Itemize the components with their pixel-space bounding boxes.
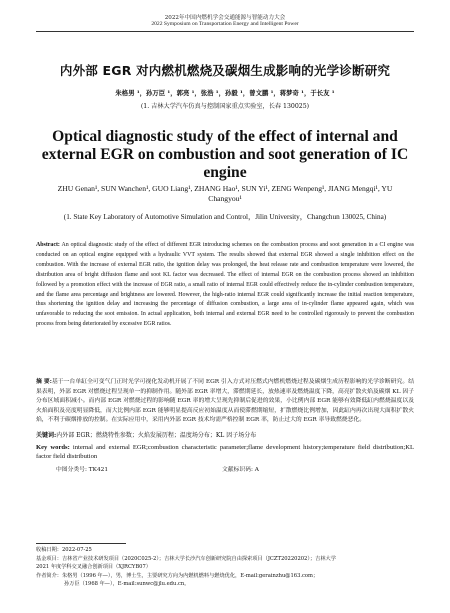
abstract-cn <box>36 378 414 426</box>
header-rule <box>36 31 414 32</box>
abstract-en-label: Abstract: <box>36 242 60 248</box>
footnote-fund-1: 基金项目：吉林省产业技术研发项目（2020C025-2）；吉林大学长沙汽车创新研究院自由探索项目（JCZT20220202）；吉林大学 <box>36 555 336 562</box>
affiliation-en: (1. State Key Laboratory of Automotive Simulation and Control，Jilin University，Changchun 130025, China) <box>63 213 387 221</box>
footnote-rule <box>36 543 126 544</box>
title-cn: 内外部 EGR 对内燃机燃烧及碳烟生成影响的光学诊断研究 <box>59 63 391 78</box>
keywords-en <box>36 443 414 461</box>
keywords-cn-text: 内外部 EGR；燃烧特性参数；火焰发展历程；温度场分布；KL 因子场分布 <box>56 432 257 439</box>
footnote-author-1: 作者简介：朱格男（1996 年—），男，博士生，主要研究方向为内燃机燃料与燃烧优化，E-mail:gerainzhu@163.com； <box>36 572 319 579</box>
classification-number: 中图分类号: TK421 <box>56 467 109 473</box>
keywords-cn <box>36 431 414 440</box>
conference-name-cn: 2022年中国内燃机学会交通能源与智能动力大会 <box>164 15 286 21</box>
abstract-cn-label: 摘 要: <box>36 379 52 385</box>
footnote-received: 收稿日期：2022-07-25 <box>36 547 92 553</box>
footnotes <box>36 546 414 589</box>
footnote-fund-2: 2021 年度学科交叉融合创新项目（XJRCYB07） <box>36 564 151 571</box>
keywords-cn-label: 关键词: <box>36 432 57 439</box>
document-code: 文献标识码: A <box>222 467 259 473</box>
keywords-en-label: Key words: <box>36 444 70 451</box>
affiliation-cn: (1. 吉林大学汽车仿真与控制国家重点实验室，长春 130025) <box>140 103 310 110</box>
abstract-en <box>36 241 414 330</box>
conference-name-en: 2022 Symposium on Transportation Energy and Intelligent Power <box>151 21 299 27</box>
abstract-en-text: An optical diagnostic study of the effect of different EGR introducing schemes on the combustion process and soot generation in a CI engine was conducted on an optical engine equipped with a hydraulic VVT system. The results showed that external EGR showed a single inhibition effect on the combustion. With the increase of external EGR ratio, the ignition delay was prolonged, the heat release rate and combustion temperature were lowered, the distribution area of bright diffusion flame and soot KL factor was decreased. The effect of internal EGR on the combustion process showed an inhibition followed by a promotion effect with the increase of EGR ratio, a small ratio of internal EGR could effectively reduce the in-cylinder combustion temperature, and the flame area percentage and brightness are lowered. However, the high-ratio internal EGR could significantly increase the initial reaction temperature, thus shortening the ignition delay and increasing the percentage of diffusion combustion, a large area of in-cylinder flame appeared again, which was unfavorable to reducing the soot emission. In actual application, both internal and external EGR need to be controlled rigorously to prevent the combustion process from being deteriorated by excessive EGR ratios. <box>36 242 414 328</box>
authors-cn: 朱格男 ¹，孙万臣 ¹，郭亮 ¹，张浩 ¹，孙毅 ¹，曾文鹏 ¹，蒋梦奇 ¹，于长友 ¹ <box>115 89 335 97</box>
title-en: Optical diagnostic study of the effect of internal and external EGR on combustion and soot generation of IC engine <box>41 128 409 181</box>
authors-en: ZHU Genan¹, SUN Wanchen¹, GUO Liang¹, ZHANG Hao¹, SUN Yi¹, ZENG Wenpeng¹, JIANG Mengqi¹, YU Changyou¹ <box>57 184 393 203</box>
abstract-cn-text: 基于一台单缸全可变气门正时光学可视化发动机开展了不同 EGR 引入方式对压燃式内燃机燃烧过程及碳烟生成历程影响的光学诊断研究。结果表明，外部 EGR 对燃烧过程呈现单一的抑制作用。随外部 EGR 率增大，滞燃期延长，放热速率及燃烧温度下降，高亮扩散火焰及碳烟 KL 因子分布区域面积减小。而内部 EGR 对燃烧过程的影响随 EGR 率的增大呈现先抑制后促进的效果，小比例内部 EGR 能够有效降低缸内燃烧温度以及火焰面积及亮度明显降低，而大比例内部 EGR 能够明显提高反应初始温度从而使滞燃期缩短，扩散燃烧比例增加，因此缸内再次出现大面积扩散火焰，不利于碳烟排放的控制。在实际应用中，采用内外部 EGR 技术均需严格控制 EGR 率，防止过大的 EGR 率导致燃烧恶化。 <box>36 379 414 424</box>
keywords-en-text: internal and external EGR;combustion characteristic parameter;flame development history;temperature field distribution;KL factor field distribution <box>36 444 414 460</box>
footnote-author-2: 孙万臣（1968 年—），E-mail:sunwc@jlu.edu.cn。 <box>64 581 190 588</box>
